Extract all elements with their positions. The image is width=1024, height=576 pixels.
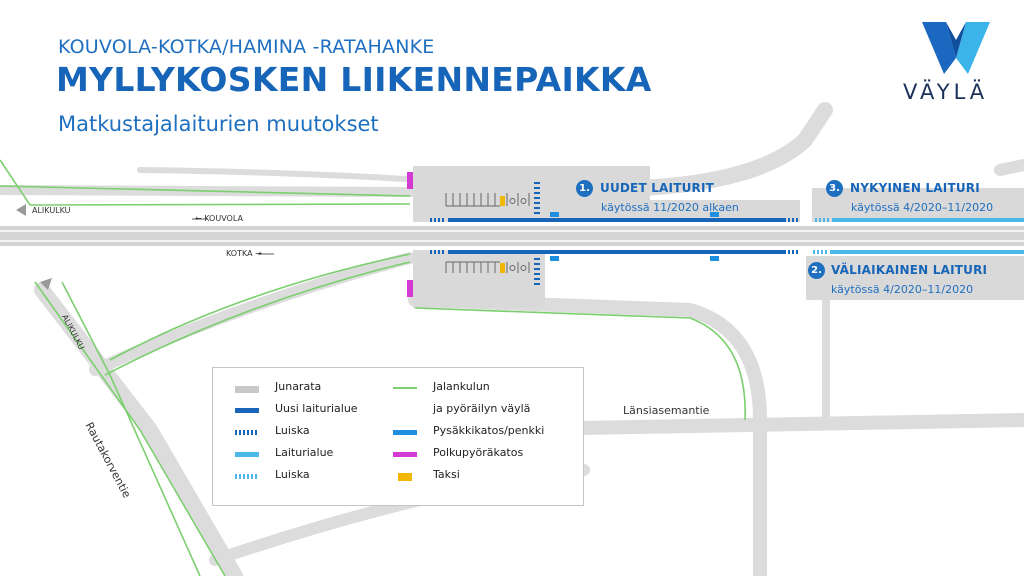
road-lansiasemantie [582,420,1024,428]
direction-kouvola: ← KOUVOLA [195,214,243,223]
road-north-branch [140,170,420,180]
legend-swatch-bike-shelter [393,452,417,457]
shelter-south-2 [710,256,719,261]
railway-bed [0,226,1024,246]
new-ramp-north-east [788,218,798,222]
project-pretitle: KOUVOLA-KOTKA/HAMINA -RATAHANKE [58,36,435,58]
new-ramp-south-east [788,250,798,254]
alikulku-west-label: ALIKULKU [60,313,87,352]
walkway-north-2 [0,160,410,205]
taxi-north [500,196,505,206]
legend-label-pysakkikatos: Pysäkkikatos/penkki [433,424,545,437]
platform-3-bar [832,218,1024,222]
platform-3-period: käytössä 4/2020–11/2020 [851,201,994,214]
platform-2-name: VÄLIAIKAINEN LAITURI [831,263,988,277]
bike-shelter-south [407,280,413,297]
direction-kotka: KOTKA → [226,249,262,258]
platform-1-name: UUDET LAITURIT [600,181,715,195]
legend-swatch-walkway [393,387,417,389]
legend-swatch-platform [235,452,259,457]
shelter-south-1 [550,256,559,261]
walkway-south-2 [105,262,410,375]
platform-1-number: 1. [576,180,593,197]
page-subtitle: Matkustajalaiturien muutokset [58,112,379,136]
bike-shelter-north [407,172,413,189]
legend-swatch-taxi [398,473,412,481]
platform-1-period: käytössä 11/2020 alkaen [601,201,739,214]
alikulku-north-marker [16,204,26,216]
legend-label-jalankulku-2: ja pyöräilyn väylä [433,402,531,415]
railway [0,226,1024,246]
platform-2-ramp [813,250,827,254]
road-label-rautakorventie: Rautakorventie [82,420,134,501]
alikulku-north-label: ALIKULKU [32,206,71,215]
new-platform-north [448,218,786,222]
vayla-v-icon [922,22,990,74]
legend-label-uusi-laiturialue: Uusi laiturialue [275,402,358,415]
taxi-south [500,263,505,273]
legend-swatch-ramp [235,474,259,479]
platform-2-bar [830,250,1024,254]
legend-swatch-railway [235,386,259,393]
page-title: MYLLYKOSKEN LIIKENNEPAIKKA [56,60,652,99]
platform-2-period: käytössä 4/2020–11/2020 [831,283,974,296]
legend-label-jalankulku: Jalankulun [433,380,490,393]
shelter-north-1 [550,212,559,217]
legend-label-junarata: Junarata [275,380,322,393]
south-platform-area [413,250,545,308]
vayla-logo-text: VÄYLÄ [903,80,989,104]
legend-label-luiska-new: Luiska [275,424,310,437]
road-label-lansiasemantie: Länsiasemantie [623,404,710,417]
legend-label-taksi: Taksi [433,468,460,481]
platform-2-number: 2. [808,262,825,279]
platform-3-name: NYKYINEN LAITURI [850,181,980,195]
new-platform-south [448,250,786,254]
road-far-right [1000,165,1024,170]
legend-label-luiska: Luiska [275,468,310,481]
legend-swatch-new-platform [235,408,259,413]
legend-label-polkupyorakatos: Polkupyöräkatos [433,446,524,459]
legend-swatch-new-ramp [235,430,259,435]
legend-swatch-shelter [393,430,417,435]
platform-3-number: 3. [826,180,843,197]
map-legend [212,367,584,506]
legend-label-laiturialue: Laiturialue [275,446,334,459]
